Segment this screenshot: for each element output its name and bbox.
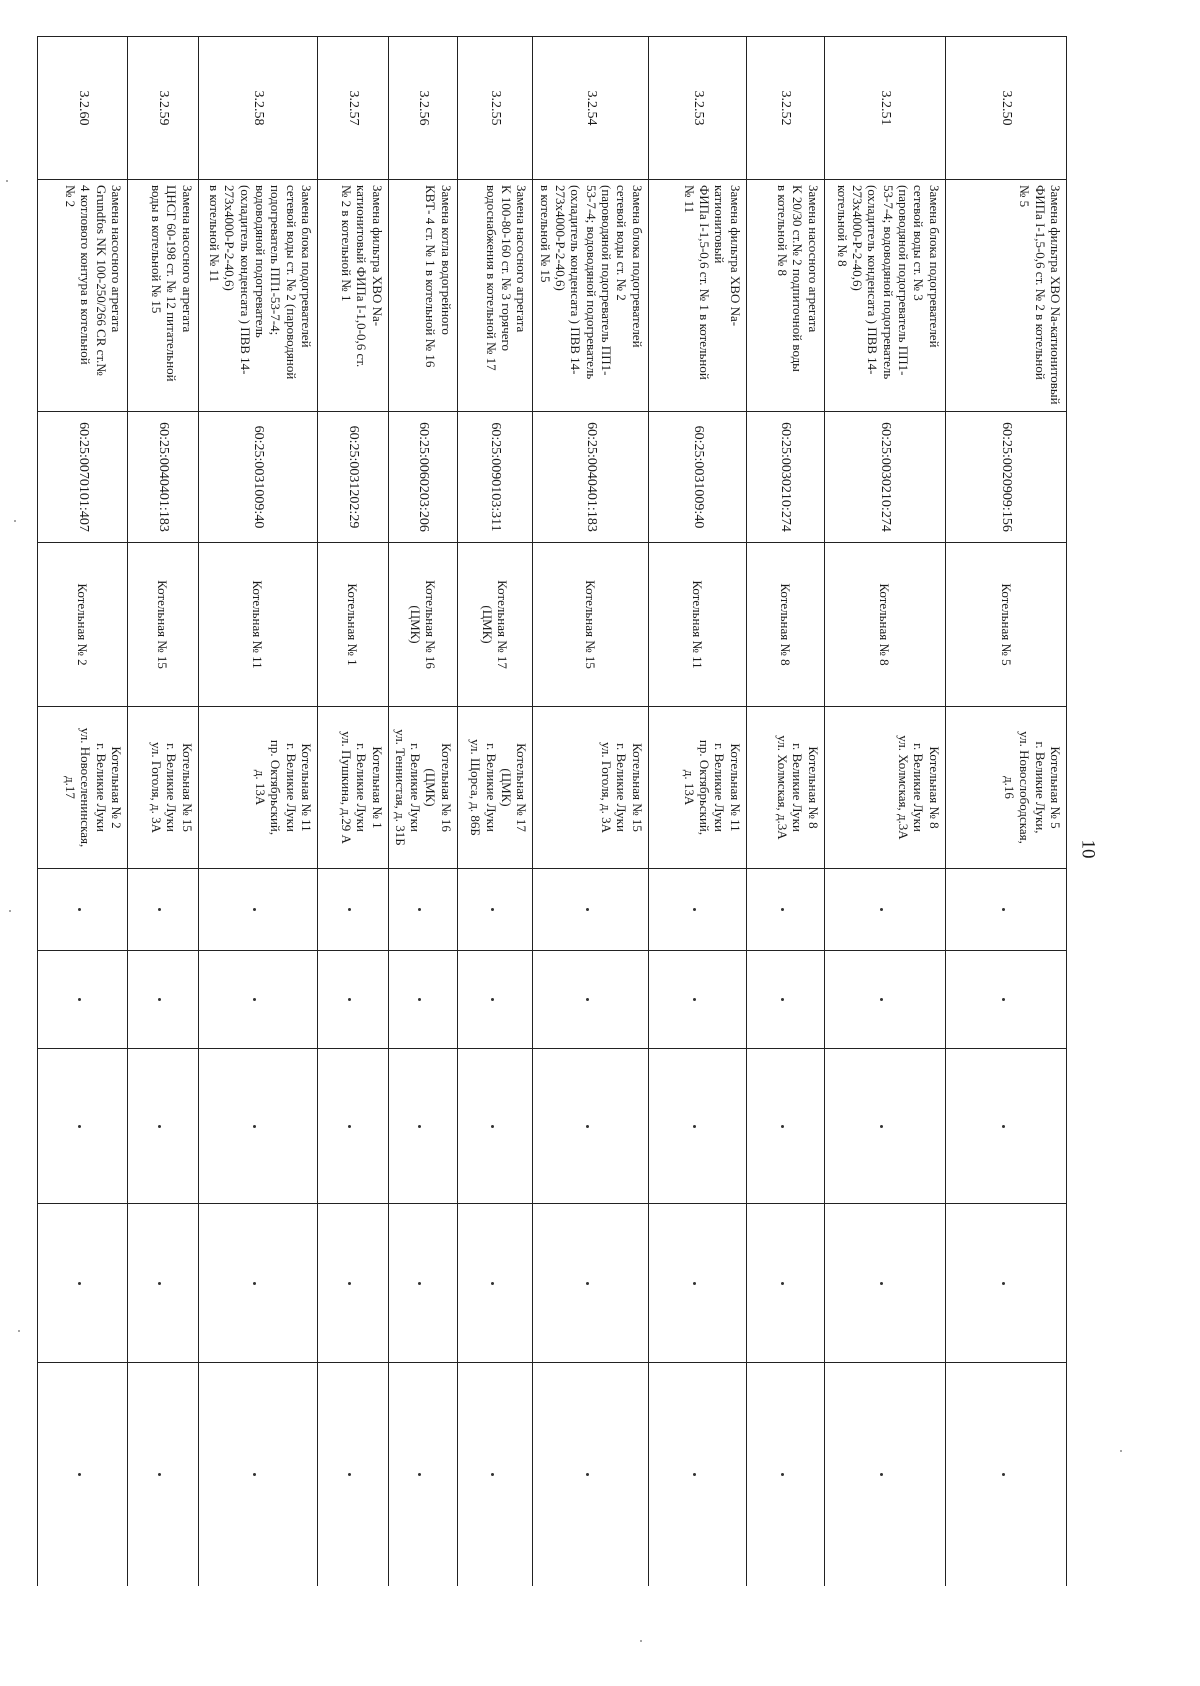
work-description: Замена насосного агрегата К 100-80-160 ст. № 3 горячего водоснабжения в котельной № 17 (457, 180, 533, 412)
table-row (648, 37, 746, 1587)
works-table (37, 36, 1067, 1586)
object-address: Котельная № 17 (ЦМК) г. Великие Луки ул. Щорса, д. 86Б (457, 707, 533, 869)
work-description: Замена насосного агрегата К 20/30 ст.№ 2 подпиточной воды в котельной № 8 (746, 180, 824, 412)
dot-mark (880, 1473, 883, 1476)
cadastral-number: 60:25:0031009:40 (198, 412, 317, 543)
dot-mark (586, 1473, 589, 1476)
item-number: 3.2.54 (533, 37, 648, 180)
scan-speck (1120, 1450, 1122, 1452)
dot-mark (348, 1282, 351, 1285)
dot-mark (781, 1473, 784, 1476)
cadastral-number: 60:25:0030210:274 (746, 412, 824, 543)
item-number: 3.2.50 (945, 37, 1066, 180)
dot-mark (781, 1282, 784, 1285)
object-address: Котельная № 2 г. Великие Луки ул. Новоселенинская, д.17 (38, 707, 128, 869)
empty-cell (648, 1049, 746, 1204)
item-number: 3.2.59 (127, 37, 198, 180)
dot-mark (693, 908, 696, 911)
dot-mark (1002, 908, 1005, 911)
dot-mark (491, 1282, 494, 1285)
dot-mark (78, 908, 81, 911)
empty-cell (824, 951, 945, 1049)
cadastral-number: 60:25:0031009:40 (648, 412, 746, 543)
work-description: Замена насосного агрегата Grundfos NK 100-250/266 CR ст.№ 4 котлового контура в котельной № 2 (38, 180, 128, 412)
table-row (127, 37, 198, 1587)
empty-cell (317, 951, 388, 1049)
item-number: 3.2.51 (824, 37, 945, 180)
dot-mark (253, 1282, 256, 1285)
dot-mark (78, 1282, 81, 1285)
object-name: Котельная № 1 (317, 543, 388, 707)
dot-mark (78, 1125, 81, 1128)
dot-mark (159, 1282, 162, 1285)
dot-mark (693, 1125, 696, 1128)
object-name: Котельная № 15 (127, 543, 198, 707)
empty-cell (746, 1363, 824, 1587)
cadastral-number: 60:25:0060203:206 (388, 412, 457, 543)
dot-mark (253, 908, 256, 911)
empty-cell (388, 1204, 457, 1363)
dot-mark (348, 1125, 351, 1128)
empty-cell (746, 1204, 824, 1363)
item-number: 3.2.55 (457, 37, 533, 180)
table-row (38, 37, 128, 1587)
scan-speck (6, 180, 8, 182)
dot-mark (159, 998, 162, 1001)
dot-mark (418, 908, 421, 911)
empty-cell (457, 951, 533, 1049)
dot-mark (1002, 1282, 1005, 1285)
empty-cell (127, 869, 198, 951)
object-address: Котельная № 1 г. Великие Луки ул. Пушкина, д.29 А (317, 707, 388, 869)
table-row (945, 37, 1066, 1587)
empty-cell (198, 1049, 317, 1204)
object-name: Котельная № 5 (945, 543, 1066, 707)
object-name: Котельная № 17 (ЦМК) (457, 543, 533, 707)
dot-mark (781, 998, 784, 1001)
table-row (824, 37, 945, 1587)
empty-cell (533, 1363, 648, 1587)
item-number: 3.2.58 (198, 37, 317, 180)
table-row (388, 37, 457, 1587)
dot-mark (348, 1473, 351, 1476)
object-name: Котельная № 16 (ЦМК) (388, 543, 457, 707)
object-address: Котельная № 11 г. Великие Луки пр. Октябрьский, д. 13А (648, 707, 746, 869)
dot-mark (880, 998, 883, 1001)
empty-cell (38, 1204, 128, 1363)
dot-mark (253, 1473, 256, 1476)
item-number: 3.2.60 (38, 37, 128, 180)
empty-cell (127, 1204, 198, 1363)
empty-cell (198, 951, 317, 1049)
empty-cell (388, 951, 457, 1049)
empty-cell (648, 1363, 746, 1587)
empty-cell (945, 1049, 1066, 1204)
empty-cell (388, 869, 457, 951)
object-address: Котельная № 8 г. Великие Луки ул. Холмская, д.3А (746, 707, 824, 869)
empty-cell (38, 951, 128, 1049)
empty-cell (945, 1204, 1066, 1363)
dot-mark (693, 998, 696, 1001)
cadastral-number: 60:25:0090103:311 (457, 412, 533, 543)
empty-cell (533, 869, 648, 951)
object-name: Котельная № 11 (648, 543, 746, 707)
item-number: 3.2.53 (648, 37, 746, 180)
work-description: Замена фильтра ХВО Na- катионитовый ФИПа I-1,0-0,6 ст. № 2 в котельной № 1 (317, 180, 388, 412)
item-number: 3.2.57 (317, 37, 388, 180)
object-address: Котельная № 15 г. Великие Луки ул. Гоголя, д. 3А (533, 707, 648, 869)
empty-cell (824, 1363, 945, 1587)
work-description: Замена блока подогревателей сетевой воды ст. № 2 (пароводяной подогреватель ПП1-53-7-4; водоводяной подогреватель (охладитель конденсата ) ПВВ 14- 273х4000-Р-2-40,6) в котельной № 11 (198, 180, 317, 412)
work-description: Замена блока подогревателей сетевой воды ст. № 3 (пароводяной подогреватель ПП1- 53-7-4; водоводяной подогреватель (охладитель конденсата ) ПВВ 14- 273х4000-Р-2-40,6) котельной № 8 (824, 180, 945, 412)
empty-cell (945, 869, 1066, 951)
cadastral-number: 60:25:0040401:183 (127, 412, 198, 543)
scan-speck (14, 520, 16, 522)
empty-cell (457, 1049, 533, 1204)
empty-cell (533, 951, 648, 1049)
empty-cell (317, 1363, 388, 1587)
empty-cell (388, 1363, 457, 1587)
empty-cell (746, 1049, 824, 1204)
empty-cell (945, 1363, 1066, 1587)
dot-mark (586, 998, 589, 1001)
empty-cell (648, 869, 746, 951)
dot-mark (1002, 1473, 1005, 1476)
table-row (457, 37, 533, 1587)
dot-mark (880, 1282, 883, 1285)
dot-mark (586, 1125, 589, 1128)
empty-cell (824, 1049, 945, 1204)
empty-cell (457, 869, 533, 951)
dot-mark (348, 908, 351, 911)
object-address: Котельная № 16 (ЦМК) г. Великие Луки ул. Теннистая, д. 31Б (388, 707, 457, 869)
item-number: 3.2.52 (746, 37, 824, 180)
object-address: Котельная № 8 г. Великие Луки ул. Холмская, д.3А (824, 707, 945, 869)
dot-mark (253, 1125, 256, 1128)
table-row (198, 37, 317, 1587)
table-body (38, 37, 1067, 1587)
dot-mark (491, 1125, 494, 1128)
object-address: Котельная № 11 г. Великие Луки пр. Октябрьский, д. 13А (198, 707, 317, 869)
empty-cell (388, 1049, 457, 1204)
work-description: Замена фильтра ХВО Na- катионитовый ФИПа I-1,5-0,6 ст. № 1 в котельной № 11 (648, 180, 746, 412)
cadastral-number: 60:25:0031202:29 (317, 412, 388, 543)
object-name: Котельная № 15 (533, 543, 648, 707)
empty-cell (198, 1363, 317, 1587)
dot-mark (693, 1282, 696, 1285)
work-description: Замена насосного агрегата ЦНСГ 60-198 ст. № 12 питательной воды в котельной № 15 (127, 180, 198, 412)
dot-mark (586, 1282, 589, 1285)
dot-mark (418, 1282, 421, 1285)
empty-cell (317, 1204, 388, 1363)
dot-mark (159, 908, 162, 911)
dot-mark (880, 908, 883, 911)
dot-mark (418, 1473, 421, 1476)
cadastral-number: 60:25:0030210:274 (824, 412, 945, 543)
empty-cell (38, 869, 128, 951)
work-description: Замена котла водогрейного КВТ- 4 ст. № 1 в котельной № 16 (388, 180, 457, 412)
dot-mark (418, 1125, 421, 1128)
object-address: Котельная № 5 г. Великие Луки, ул. Новослободская, д.16 (945, 707, 1066, 869)
page-number: 10 (1077, 839, 1099, 859)
item-number: 3.2.56 (388, 37, 457, 180)
cadastral-number: 60:25:0040401:183 (533, 412, 648, 543)
empty-cell (198, 1204, 317, 1363)
scan-speck (18, 1330, 20, 1332)
empty-cell (127, 1363, 198, 1587)
dot-mark (78, 1473, 81, 1476)
dot-mark (253, 998, 256, 1001)
empty-cell (127, 1049, 198, 1204)
object-name: Котельная № 8 (746, 543, 824, 707)
scan-speck (640, 1640, 642, 1642)
scan-speck (9, 910, 11, 912)
work-description: Замена фильтра ХВО Na-катионитовый ФИПа I-1,5-0,6 ст. № 2 в котельной № 5 (945, 180, 1066, 412)
table-row (746, 37, 824, 1587)
dot-mark (693, 1473, 696, 1476)
empty-cell (945, 951, 1066, 1049)
dot-mark (418, 998, 421, 1001)
empty-cell (533, 1204, 648, 1363)
empty-cell (38, 1363, 128, 1587)
dot-mark (491, 1473, 494, 1476)
empty-cell (127, 951, 198, 1049)
table-frame (37, 36, 1067, 1586)
cadastral-number: 60:25:0070101:407 (38, 412, 128, 543)
empty-cell (746, 951, 824, 1049)
dot-mark (1002, 1125, 1005, 1128)
table-row (317, 37, 388, 1587)
dot-mark (159, 1125, 162, 1128)
dot-mark (78, 998, 81, 1001)
object-name: Котельная № 11 (198, 543, 317, 707)
empty-cell (317, 1049, 388, 1204)
object-address: Котельная № 15 г. Великие Луки ул. Гоголя, д. 3А (127, 707, 198, 869)
empty-cell (746, 869, 824, 951)
dot-mark (1002, 998, 1005, 1001)
empty-cell (824, 869, 945, 951)
dot-mark (491, 908, 494, 911)
object-name: Котельная № 2 (38, 543, 128, 707)
object-name: Котельная № 8 (824, 543, 945, 707)
empty-cell (457, 1363, 533, 1587)
empty-cell (648, 1204, 746, 1363)
dot-mark (491, 998, 494, 1001)
dot-mark (586, 908, 589, 911)
empty-cell (533, 1049, 648, 1204)
empty-cell (38, 1049, 128, 1204)
cadastral-number: 60:25:0020909:156 (945, 412, 1066, 543)
work-description: Замена блока подогревателей сетевой воды ст. № 2 (пароводяной подогреватель ПП1- 53-7-4; водоводяной подогреватель (охладитель конденсата ) ПВВ 14- 273х4000-Р-2-40,6) в котельной № 15 (533, 180, 648, 412)
dot-mark (781, 1125, 784, 1128)
table-row (533, 37, 648, 1587)
empty-cell (824, 1204, 945, 1363)
empty-cell (648, 951, 746, 1049)
dot-mark (159, 1473, 162, 1476)
dot-mark (348, 998, 351, 1001)
empty-cell (198, 869, 317, 951)
dot-mark (880, 1125, 883, 1128)
dot-mark (781, 908, 784, 911)
empty-cell (457, 1204, 533, 1363)
empty-cell (317, 869, 388, 951)
